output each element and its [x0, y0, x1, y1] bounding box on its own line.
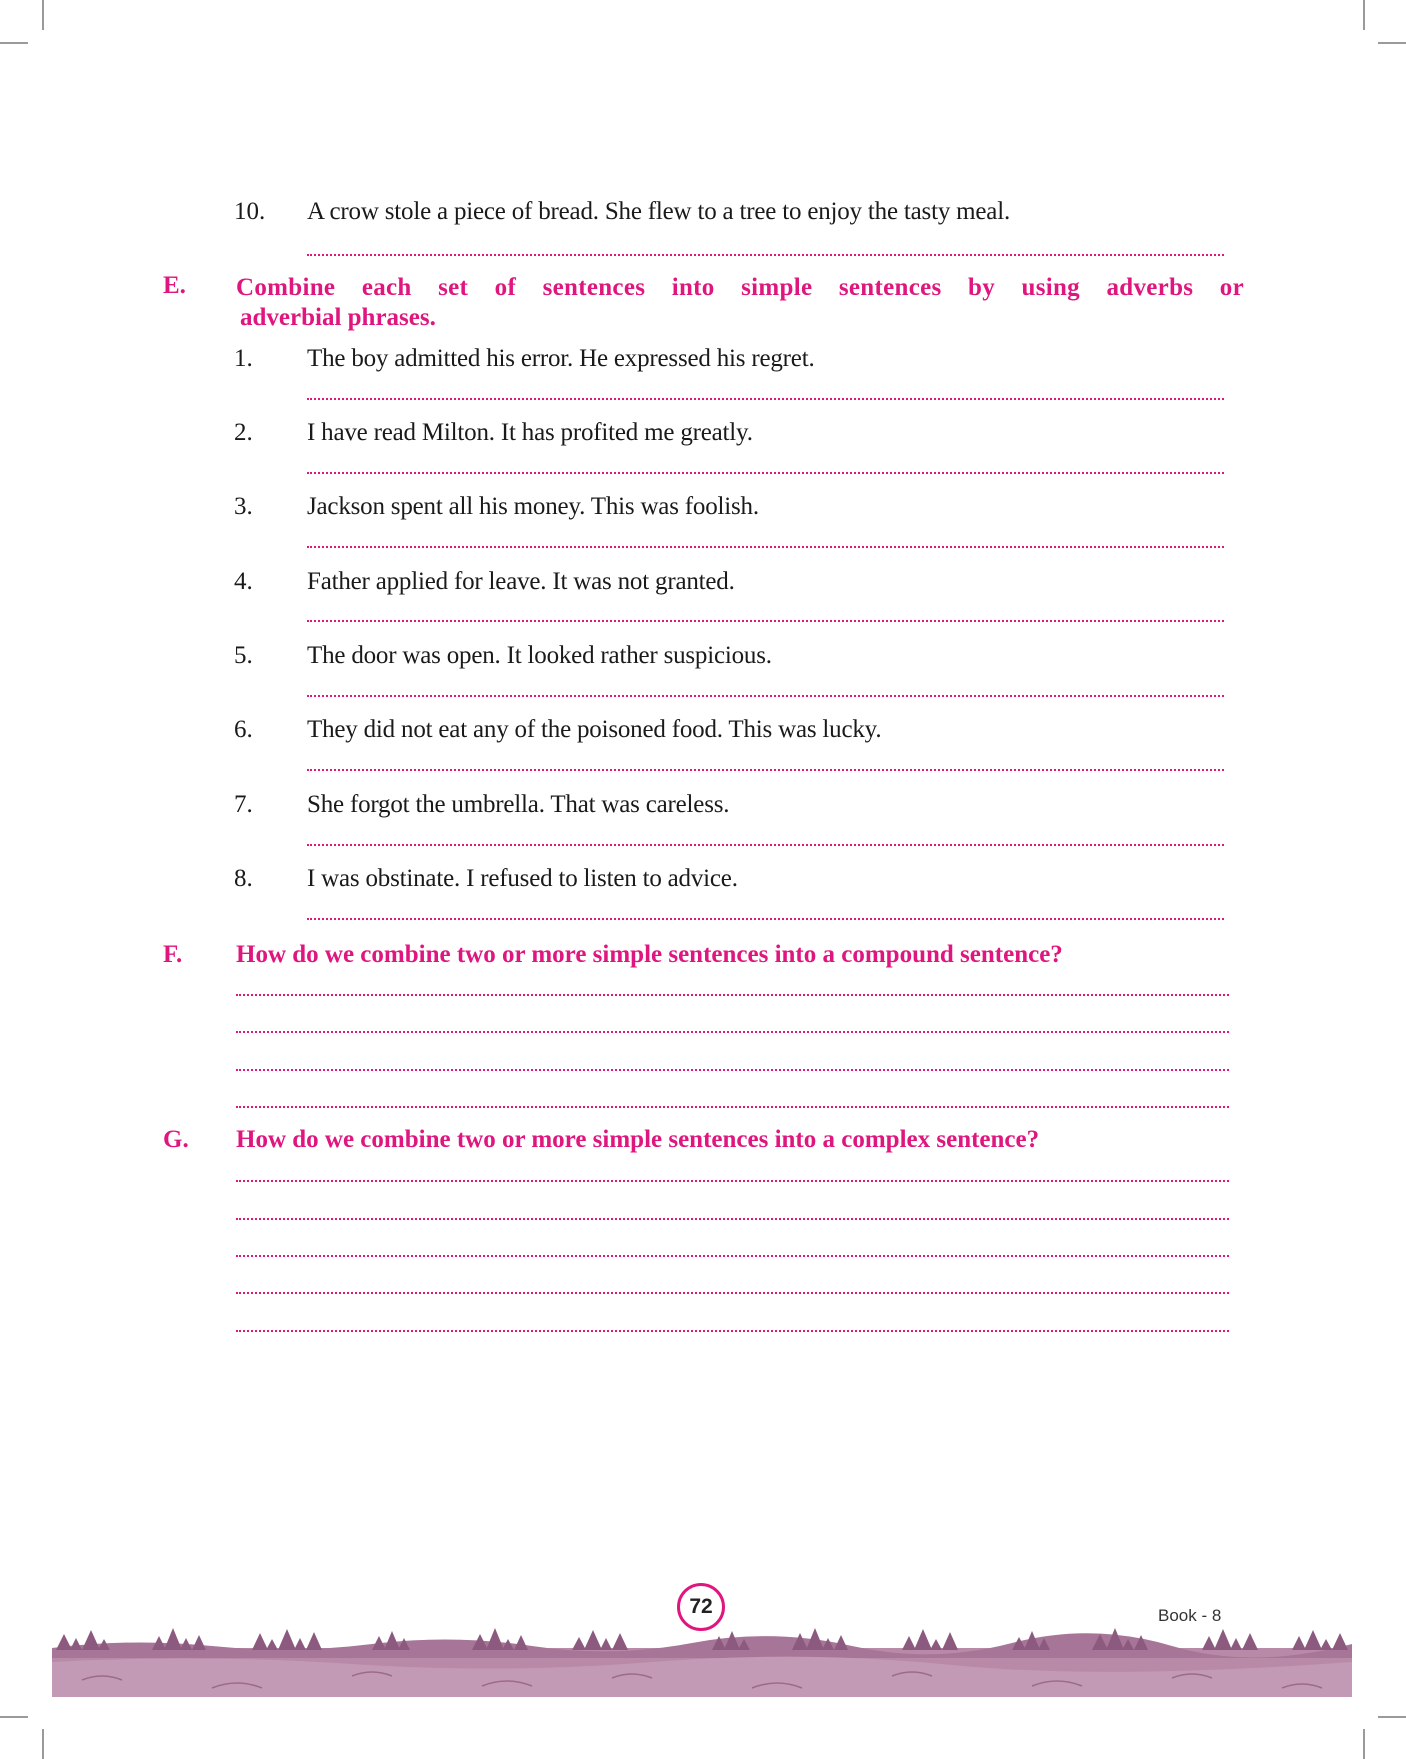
answer-line[interactable] — [236, 1106, 1229, 1108]
answer-line[interactable] — [307, 254, 1224, 256]
section-instruction: Combine each set of sentences into simple sentences by using adverbs or — [236, 274, 1244, 301]
crop-mark — [1378, 1716, 1406, 1718]
section-question: How do we combine two or more simple sentences into a compound sentence? — [236, 941, 1063, 968]
item-number: 3. — [234, 493, 253, 520]
item-sentence: I have read Milton. It has profited me greatly. — [307, 419, 753, 446]
answer-line[interactable] — [236, 1330, 1229, 1332]
item-number: 7. — [234, 791, 253, 818]
answer-line[interactable] — [236, 1255, 1229, 1257]
crop-mark — [1363, 0, 1365, 30]
section-instruction-cont: adverbial phrases. — [240, 304, 436, 331]
answer-line[interactable] — [236, 1069, 1229, 1071]
answer-line[interactable] — [307, 620, 1224, 622]
answer-line[interactable] — [307, 844, 1224, 846]
item-sentence: She forgot the umbrella. That was careless. — [307, 791, 730, 818]
book-label: Book - 8 — [1158, 1606, 1222, 1625]
crop-mark — [42, 1729, 44, 1759]
answer-line[interactable] — [307, 918, 1224, 920]
item-sentence: I was obstinate. I refused to listen to advice. — [307, 865, 738, 892]
item-sentence: The boy admitted his error. He expressed his regret. — [307, 345, 815, 372]
answer-line[interactable] — [307, 769, 1224, 771]
item-number: 10. — [234, 198, 266, 225]
item-sentence: Father applied for leave. It was not granted. — [307, 568, 735, 595]
answer-line[interactable] — [307, 546, 1224, 548]
crop-mark — [0, 1716, 28, 1718]
section-letter: G. — [163, 1126, 189, 1153]
answer-line[interactable] — [236, 1031, 1229, 1033]
item-sentence: Jackson spent all his money. This was foolish. — [307, 493, 759, 520]
section-letter: E. — [163, 272, 186, 299]
section-question: How do we combine two or more simple sentences into a complex sentence? — [236, 1126, 1040, 1153]
item-number: 2. — [234, 419, 253, 446]
item-number: 1. — [234, 345, 253, 372]
item-number: 8. — [234, 865, 253, 892]
item-number: 5. — [234, 642, 253, 669]
crop-mark — [0, 42, 28, 44]
item-number: 4. — [234, 568, 253, 595]
answer-line[interactable] — [236, 1180, 1229, 1182]
crop-mark — [1363, 1729, 1365, 1759]
answer-line[interactable] — [236, 1218, 1229, 1220]
answer-line[interactable] — [236, 994, 1229, 996]
crop-mark — [1378, 42, 1406, 44]
crop-mark — [42, 0, 44, 30]
item-sentence: A crow stole a piece of bread. She flew to a tree to enjoy the tasty meal. — [307, 198, 1010, 225]
item-sentence: The door was open. It looked rather suspicious. — [307, 642, 772, 669]
item-sentence: They did not eat any of the poisoned food. This was lucky. — [307, 716, 882, 743]
answer-line[interactable] — [307, 695, 1224, 697]
section-letter: F. — [163, 941, 183, 968]
answer-line[interactable] — [307, 472, 1224, 474]
answer-line[interactable] — [236, 1292, 1229, 1294]
item-number: 6. — [234, 716, 253, 743]
page-number-badge: 72 — [677, 1583, 725, 1631]
answer-line[interactable] — [307, 398, 1224, 400]
